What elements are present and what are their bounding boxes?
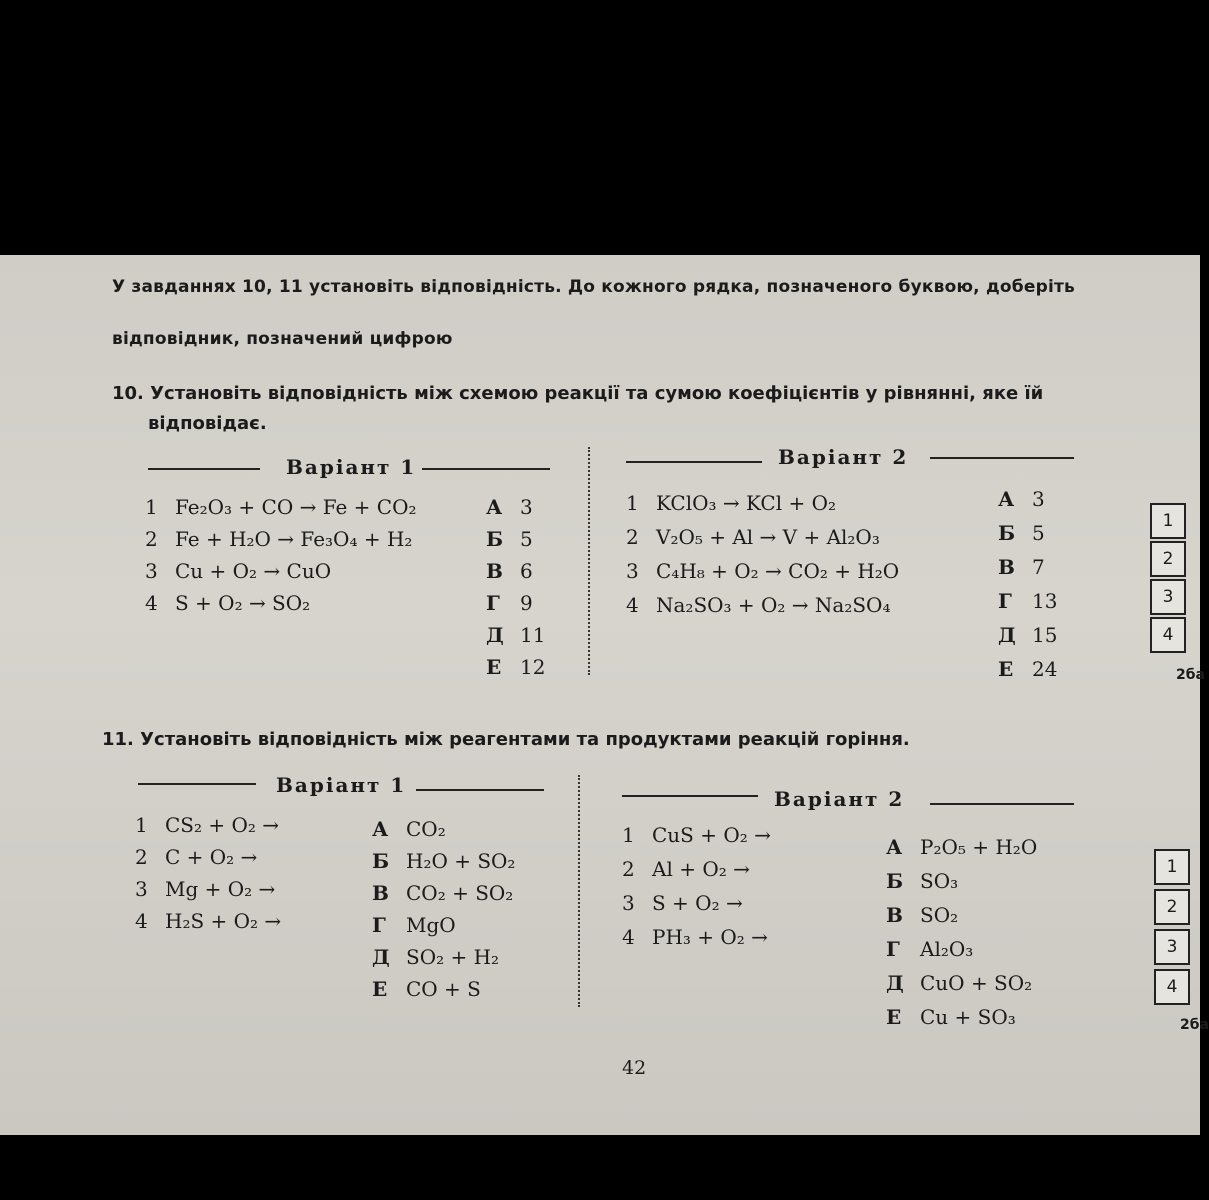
answer-option: В SO₂ <box>886 903 959 927</box>
reaction-row: 3 S + O₂ → <box>622 891 743 915</box>
variant-rule <box>416 789 544 791</box>
reaction-row: 4 S + O₂ → SO₂ <box>145 591 311 615</box>
variant-rule <box>930 803 1074 805</box>
answer-box[interactable]: 2 <box>1150 541 1186 577</box>
reaction-row: 4 H₂S + O₂ → <box>135 909 282 933</box>
column-divider <box>588 447 590 675</box>
reaction-row: 2 V₂O₅ + Al → V + Al₂O₃ <box>626 525 880 549</box>
answer-box[interactable]: 1 <box>1150 503 1186 539</box>
answer-option: В CO₂ + SO₂ <box>372 881 514 905</box>
reaction-row: 3 Cu + O₂ → CuO <box>145 559 332 583</box>
reaction-row: 1 CS₂ + O₂ → <box>135 813 280 837</box>
variant-rule <box>422 468 550 470</box>
variant-rule <box>148 468 260 470</box>
task-10-variant-1-title: Варіант 1 <box>286 455 417 479</box>
reaction-row: 1 Fe₂O₃ + CO → Fe + CO₂ <box>145 495 417 519</box>
answer-option: В 7 <box>998 555 1045 579</box>
answer-option: Г 9 <box>486 591 533 615</box>
reaction-row: 3 Mg + O₂ → <box>135 877 276 901</box>
task-11-variant-2-title: Варіант 2 <box>774 787 905 811</box>
answer-option: А CO₂ <box>372 817 446 841</box>
answer-option: Д CuO + SO₂ <box>886 971 1033 995</box>
instruction-line-2: відповідник, позначений цифрою <box>112 329 453 349</box>
variant-rule <box>622 795 758 797</box>
answer-box[interactable]: 3 <box>1150 579 1186 615</box>
answer-option: Г 13 <box>998 589 1058 613</box>
column-divider <box>578 775 580 1007</box>
answer-box[interactable]: 2 <box>1154 889 1190 925</box>
page-number: 42 <box>622 1057 647 1079</box>
answer-option: Е 24 <box>998 657 1058 681</box>
answer-option: Е Cu + SO₃ <box>886 1005 1016 1029</box>
answer-option: А P₂O₅ + H₂O <box>886 835 1038 859</box>
textbook-page <box>0 255 1209 1135</box>
task-10-variant-2-title: Варіант 2 <box>778 445 909 469</box>
answer-option: Б SO₃ <box>886 869 959 893</box>
answer-box[interactable]: 1 <box>1154 849 1190 885</box>
reaction-row: 1 CuS + O₂ → <box>622 823 771 847</box>
answer-option: Б 5 <box>486 527 533 551</box>
task-11-line-1: 11. Установіть відповідність між реагентами та продуктами реакцій горіння. <box>102 729 910 750</box>
answer-option: Е CO + S <box>372 977 481 1001</box>
answer-option: Е 12 <box>486 655 546 679</box>
reaction-row: 2 Al + O₂ → <box>622 857 750 881</box>
answer-option: В 6 <box>486 559 533 583</box>
answer-option: А 3 <box>998 487 1045 511</box>
variant-rule <box>626 461 762 463</box>
score-label: 2ба <box>1176 667 1205 683</box>
reaction-row: 3 C₄H₈ + O₂ → CO₂ + H₂O <box>626 559 900 583</box>
reaction-row: 4 Na₂SO₃ + O₂ → Na₂SO₄ <box>626 593 891 617</box>
answer-option: Г Al₂O₃ <box>886 937 974 961</box>
instruction-line-1: У завданнях 10, 11 установіть відповідність. До кожного рядка, позначеного буквою, доберіть <box>112 277 1075 297</box>
reaction-row: 1 KClO₃ → KCl + O₂ <box>626 491 836 515</box>
answer-box[interactable]: 3 <box>1154 929 1190 965</box>
answer-option: Б H₂O + SO₂ <box>372 849 516 873</box>
answer-option: Д 15 <box>998 623 1058 647</box>
answer-option: А 3 <box>486 495 533 519</box>
reaction-row: 4 PH₃ + O₂ → <box>622 925 768 949</box>
answer-option: Б 5 <box>998 521 1045 545</box>
score-label: 2ба <box>1180 1017 1209 1033</box>
reaction-row: 2 C + O₂ → <box>135 845 258 869</box>
variant-rule <box>138 783 256 785</box>
task-11-variant-1-title: Варіант 1 <box>276 773 407 797</box>
variant-rule <box>930 457 1074 459</box>
answer-box[interactable]: 4 <box>1154 969 1190 1005</box>
answer-option: Г MgO <box>372 913 456 937</box>
task-10-line-2: відповідає. <box>148 413 267 434</box>
answer-option: Д 11 <box>486 623 546 647</box>
reaction-row: 2 Fe + H₂O → Fe₃O₄ + H₂ <box>145 527 413 551</box>
task-10-line-1: 10. Установіть відповідність між схемою реакції та сумою коефіцієнтів у рівнянні, яке їй <box>112 383 1044 404</box>
answer-box[interactable]: 4 <box>1150 617 1186 653</box>
answer-option: Д SO₂ + H₂ <box>372 945 500 969</box>
